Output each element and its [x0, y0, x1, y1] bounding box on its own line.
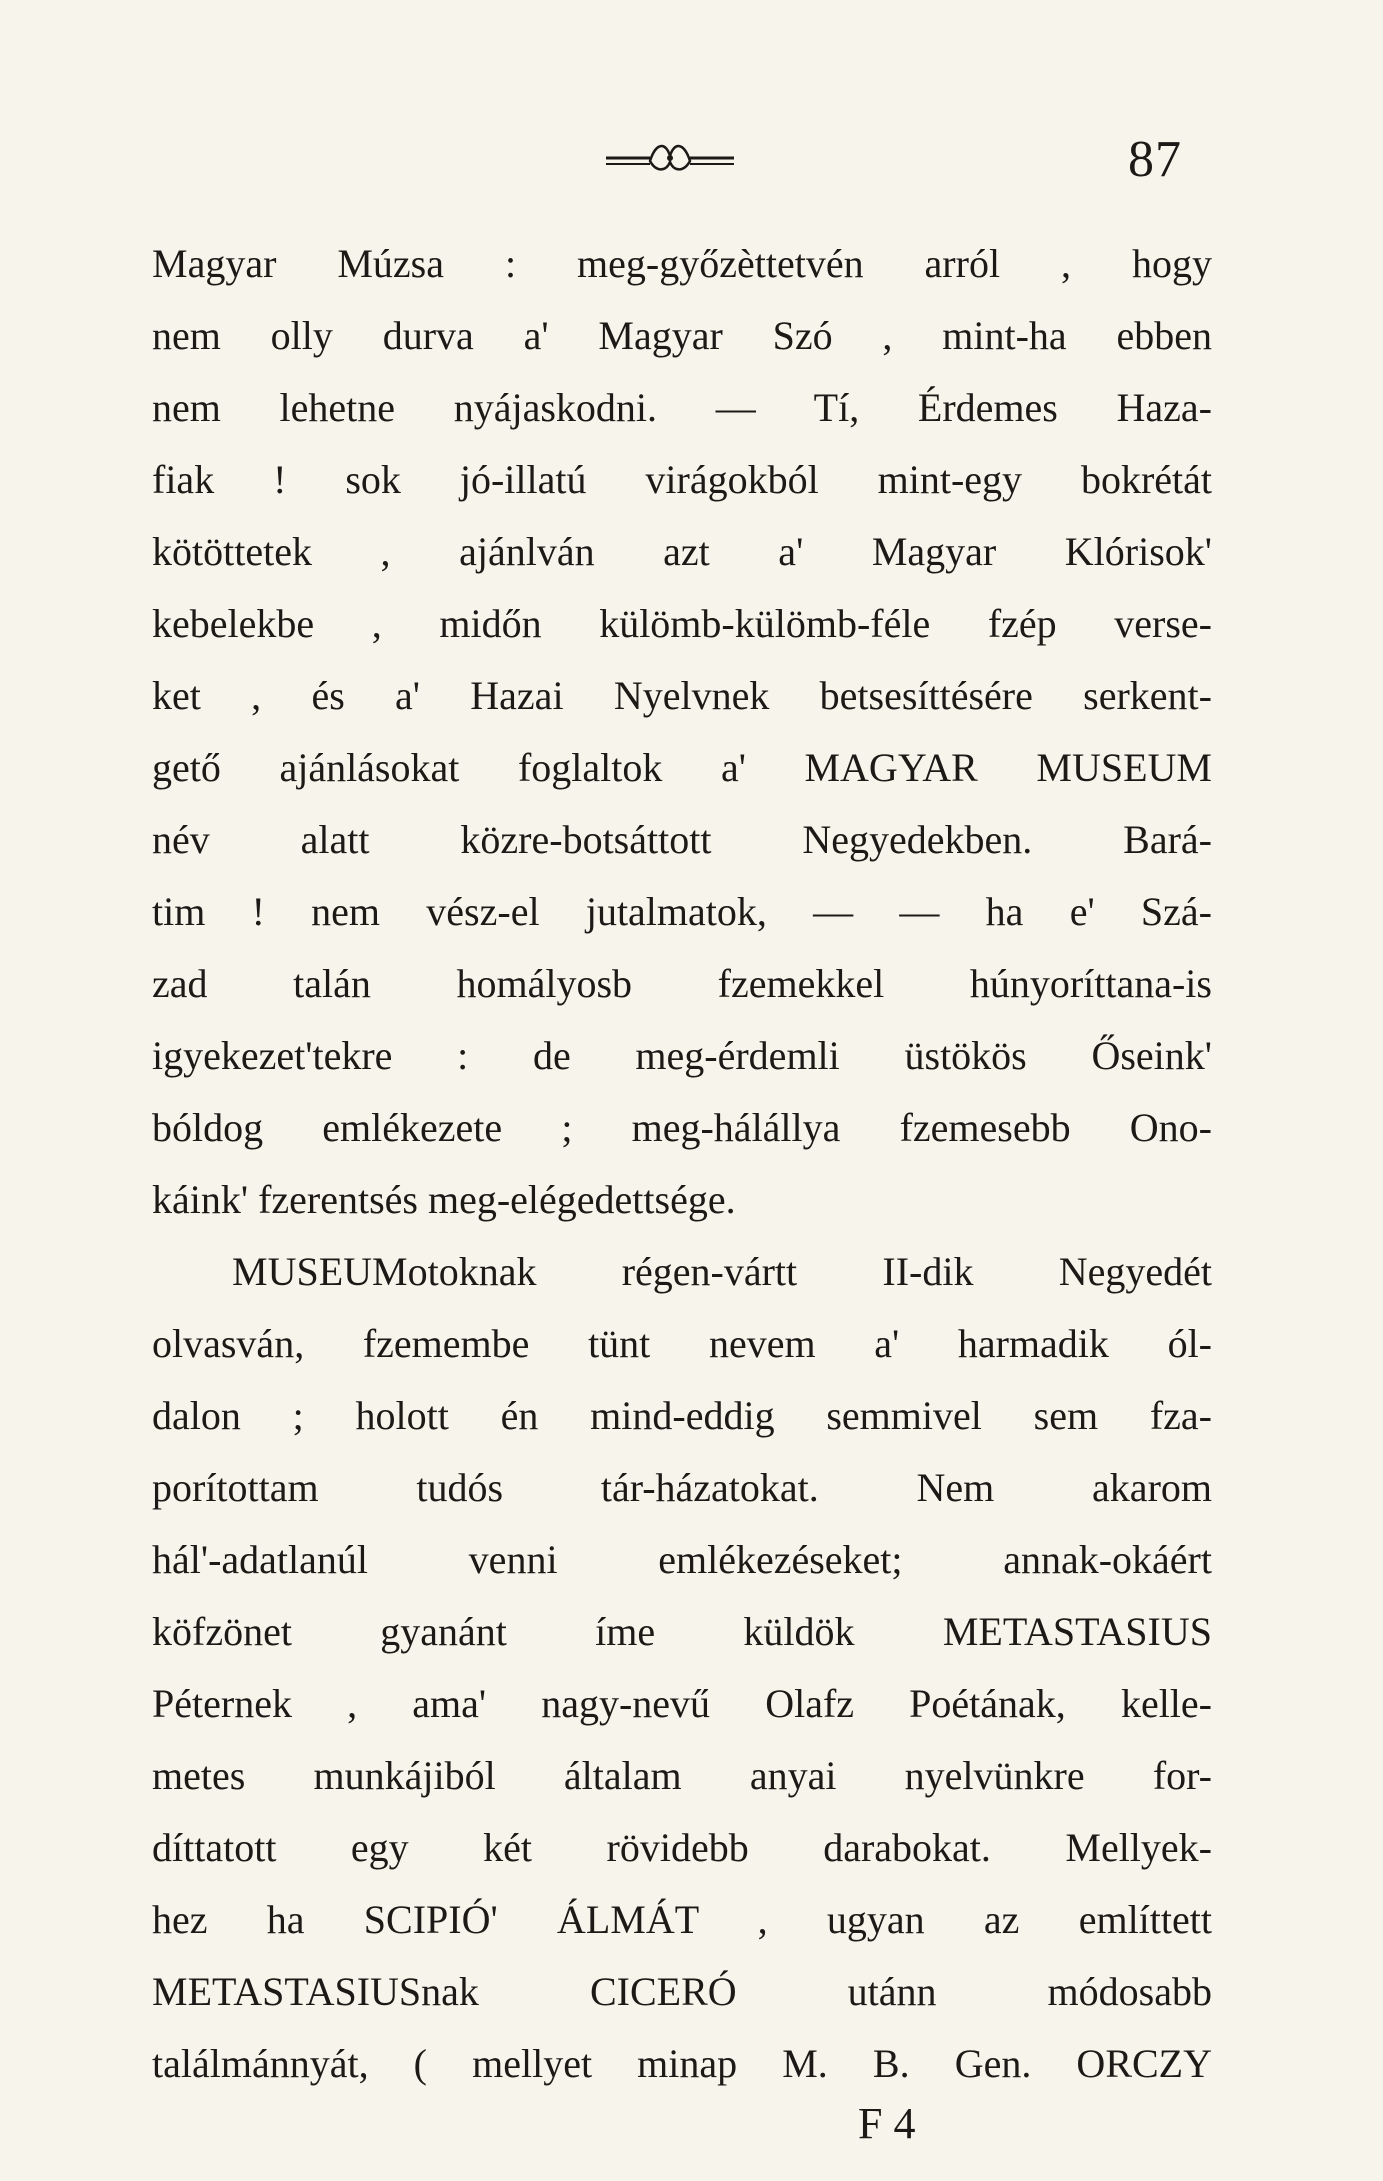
text-line: metes munkájiból általam anyai nyelvünkre for-: [152, 1753, 1212, 1798]
text-line: MUSEUMotoknak régen-vártt II-dik Negyedét: [232, 1249, 1212, 1294]
text-line: gető ajánlásokat foglaltok a' MAGYAR MUSEUM: [152, 745, 1212, 790]
text-line: zad talán homályosb fzemekkel húnyoríttana-is: [152, 961, 1212, 1006]
text-line: Magyar Múzsa : meg-győzèttetvén arról , hogy: [152, 241, 1212, 286]
text-line: dalon ; holott én mind-eddig semmivel sem fza-: [152, 1393, 1212, 1438]
text-line: hez ha SCIPIÓ' ÁLMÁT , ugyan az említtett: [152, 1897, 1212, 1942]
text-line: bóldog emlékezete ; meg-hálállya fzemesebb Ono-: [152, 1105, 1212, 1150]
text-line: olvasván, fzemembe tünt nevem a' harmadik ól-: [152, 1321, 1212, 1366]
page-header: [0, 130, 1383, 200]
signature-mark: F 4: [858, 2099, 916, 2148]
text-line: igyekezet'tekre : de meg-érdemli üstökös Őseink': [152, 1033, 1212, 1078]
text-line: ket , és a' Hazai Nyelvnek betsesíttésére serkent-: [152, 673, 1212, 718]
text-line: hál'-adatlanúl venni emlékezéseket; annak-okáért: [152, 1537, 1212, 1582]
text-line: tim ! nem vész-el jutalmatok, — — ha e' Szá-: [152, 889, 1212, 934]
text-line: találmánnyát, ( mellyet minap M. B. Gen. ORCZY: [152, 2041, 1212, 2086]
ornament-flourish-icon: [600, 136, 740, 176]
text-line: fiak ! sok jó-illatú virágokból mint-egy bokrétát: [152, 457, 1212, 502]
text-line: kebelekbe , midőn külömb-külömb-féle fzép verse-: [152, 601, 1212, 646]
text-line: káink' fzerentsés meg-elégedettsége.: [152, 1177, 736, 1222]
text-line: díttatott egy két rövidebb darabokat. Mellyek-: [152, 1825, 1212, 1870]
body-text: [152, 228, 1212, 2100]
text-line: porítottam tudós tár-házatokat. Nem akarom: [152, 1465, 1212, 1510]
text-line: METASTASIUSnak CICERÓ utánn módosabb: [152, 1969, 1212, 2014]
text-line: köfzönet gyanánt íme küldök METASTASIUS: [152, 1609, 1212, 1654]
text-line: nem lehetne nyájaskodni. — Tí, Érdemes Haza-: [152, 385, 1212, 430]
text-line: név alatt közre-botsáttott Negyedekben. Bará-: [152, 817, 1212, 862]
page-number: 87: [1128, 131, 1182, 188]
text-line: kötöttetek , ajánlván azt a' Magyar Klórisok': [152, 529, 1212, 574]
text-line: nem olly durva a' Magyar Szó , mint-ha ebben: [152, 313, 1212, 358]
text-line: Péternek , ama' nagy-nevű Olafz Poétának, kelle-: [152, 1681, 1212, 1726]
